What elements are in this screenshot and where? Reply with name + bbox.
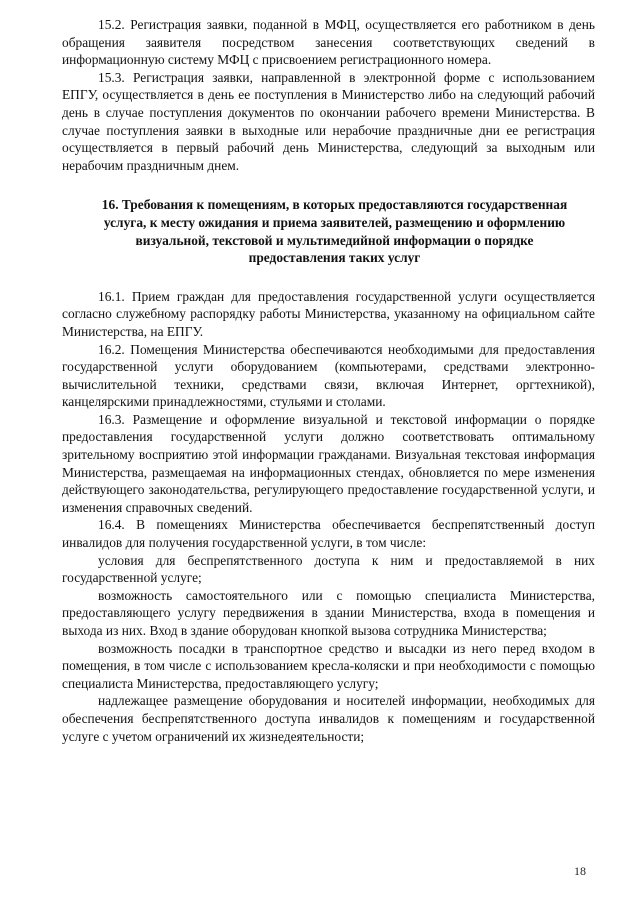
section-heading-16: 16. Требования к помещениям, в которых предоставляются государственная услуга, к месту ожидания и приема заявителей, размещению и оформлению визуальной, текстовой и мультимедийной информации о порядке предоставления таких услуг: [101, 197, 568, 266]
list-item-equipment: надлежащее размещение оборудования и носителей информации, необходимых для обеспечения беспрепятственного доступа инвалидов к помещениям и государственной услуге с учетом ограничений их жизнедеятельности;: [62, 693, 595, 744]
paragraph-15-2: 15.2. Регистрация заявки, поданной в МФЦ, осуществляется его работником в день обращения заявителя посредством занесения соответствующих сведений в информационную систему МФЦ с присвоением регистрационного номера.: [62, 17, 595, 68]
paragraph-16-3: 16.3. Размещение и оформление визуальной и текстовой информации о порядке предоставления государственной услуги должно соответствовать оптимальному зрительному восприятию этой информации гражданами. Визуальная текстовая информация Министерства, размещаемая на информационных стендах, обновляется по мере изменения действующего законодательства, регулирующего предоставление государственной услуги, и изменения справочных сведений.: [62, 411, 595, 515]
list-item-movement: возможность самостоятельного или с помощью специалиста Министерства, предоставляющего услугу передвижения в здании Министерства, входа в помещения и выхода из них. Вход в здание оборудован кнопкой вызова сотрудника Министерства;: [62, 587, 595, 638]
document-page: [62, 16, 595, 745]
list-item-transport: возможность посадки в транспортное средство и высадки из него перед входом в помещения, в том числе с использованием кресла-коляски и при необходимости с помощью специалиста Министерства, предоставляющего услугу;: [62, 640, 595, 691]
page-number: 18: [574, 864, 586, 878]
paragraph-16-4: 16.4. В помещениях Министерства обеспечивается беспрепятственный доступ инвалидов для получения государственной услуги, в том числе:: [62, 517, 595, 551]
paragraph-15-3: 15.3. Регистрация заявки, направленной в электронной форме с использованием ЕПГУ, осуществляется в день ее поступления в Министерство либо на следующий рабочий день в случае поступления документов по окончании рабочего времени Министерства. В случае поступления заявки в выходные или нерабочие праздничные дни ее регистрация осуществляется в первый рабочий день Министерства, следующий за выходным или нерабочим праздничным днем.: [62, 69, 595, 173]
paragraph-16-1: 16.1. Прием граждан для предоставления государственной услуги осуществляется согласно служебному распорядку работы Министерства, указанному на официальном сайте Министерства, на ЕПГУ.: [62, 288, 595, 339]
list-item-access-conditions: условия для беспрепятственного доступа к ним и предоставляемой в них государственной услуге;: [62, 552, 595, 586]
paragraph-16-2: 16.2. Помещения Министерства обеспечиваются необходимыми для предоставления государственной услуги оборудованием (компьютерами, средствами электронно-вычислительной техники, средствами связи, включая Интернет, оргтехникой), канцелярскими принадлежностями, стульями и столами.: [62, 341, 595, 410]
